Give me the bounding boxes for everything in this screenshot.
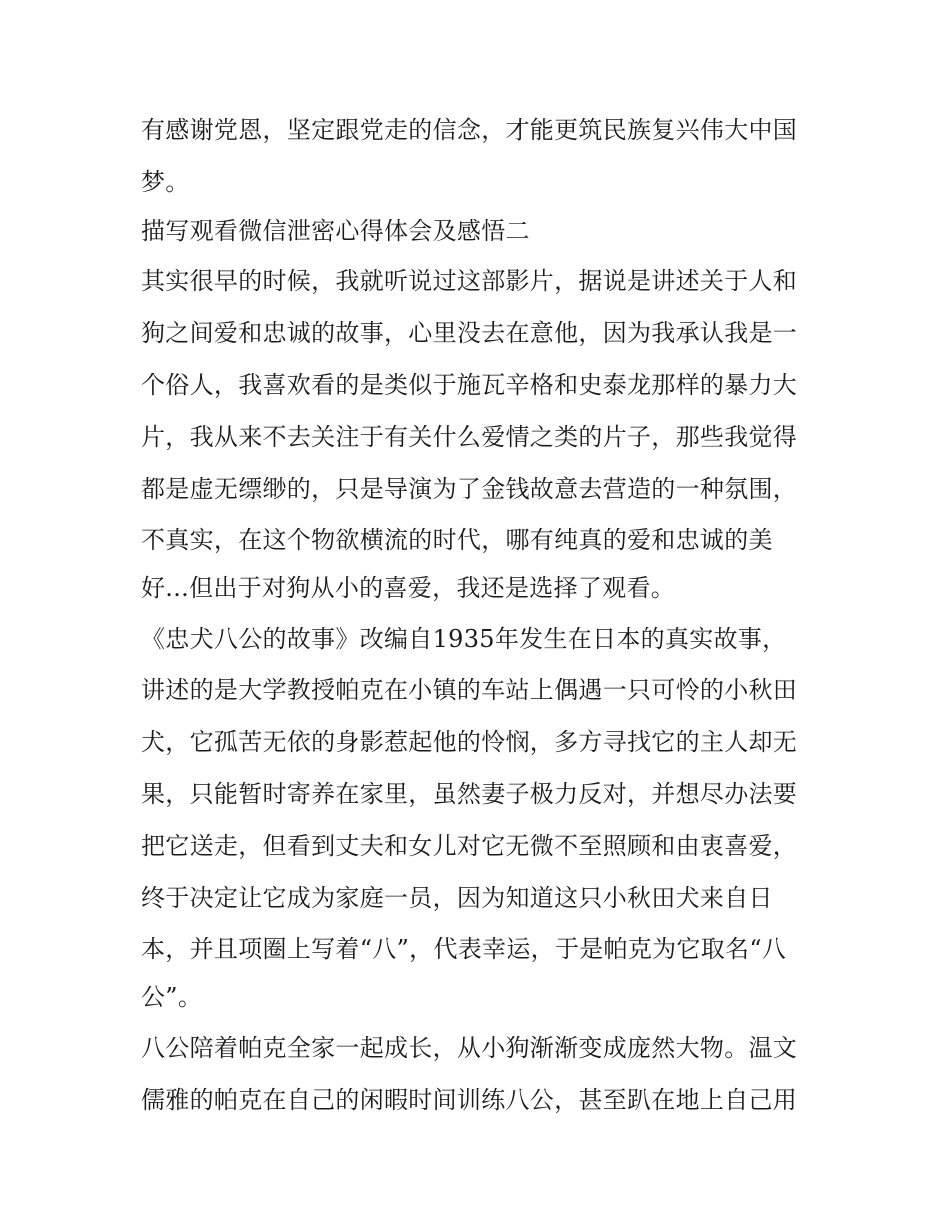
text-line: 其实很早的时候，我就听说过这部影片，据说是讲述关于人和 — [141, 267, 798, 295]
text-line: 梦。 — [141, 168, 190, 196]
text-line: 都是虚无缥缈的，只是导演为了金钱故意去营造的一种氛围， — [141, 475, 798, 503]
text-line: 片，我从来不去关注于有关什么爱情之类的片子，那些我觉得 — [141, 423, 798, 451]
text-line: 果，只能暂时寄养在家里，虽然妻子极力反对，并想尽办法要 — [141, 780, 798, 808]
text-line: 不真实，在这个物欲横流的时代，哪有纯真的爱和忠诚的美 — [141, 526, 773, 554]
text-line: 狗之间爱和忠诚的故事，心里没去在意他，因为我承认我是一 — [141, 319, 798, 347]
text-line: 《忠犬八公的故事》改编自1935年发生在日本的真实故事， — [141, 625, 787, 653]
text-line: 有感谢党恩，坚定跟党走的信念，才能更筑民族复兴伟大中国 — [141, 116, 798, 144]
text-line: 本，并且项圈上写着“八”，代表幸运，于是帕克为它取名“八 — [141, 935, 787, 963]
text-line: 好...但出于对狗从小的喜爱，我还是选择了观看。 — [141, 574, 676, 602]
text-line: 犬，它孤苦无依的身影惹起他的怜悯，多方寻找它的主人却无 — [141, 728, 798, 756]
text-line: 八公陪着帕克全家一起成长，从小狗渐渐变成庞然大物。温文 — [141, 1034, 798, 1062]
section-heading: 描写观看微信泄密心得体会及感悟二 — [141, 217, 530, 245]
text-line: 终于决定让它成为家庭一员，因为知道这只小秋田犬来自日 — [141, 884, 773, 912]
text-line: 把它送走，但看到丈夫和女儿对它无微不至照顾和由衷喜爱， — [141, 832, 798, 860]
text-line: 公”。 — [141, 983, 203, 1011]
text-line: 讲述的是大学教授帕克在小镇的车站上偶遇一只可怜的小秋田 — [141, 676, 798, 704]
text-line: 个俗人，我喜欢看的是类似于施瓦辛格和史泰龙那样的暴力大 — [141, 371, 798, 399]
text-line: 儒雅的帕克在自己的闲暇时间训练八公，甚至趴在地上自己用 — [141, 1086, 798, 1114]
